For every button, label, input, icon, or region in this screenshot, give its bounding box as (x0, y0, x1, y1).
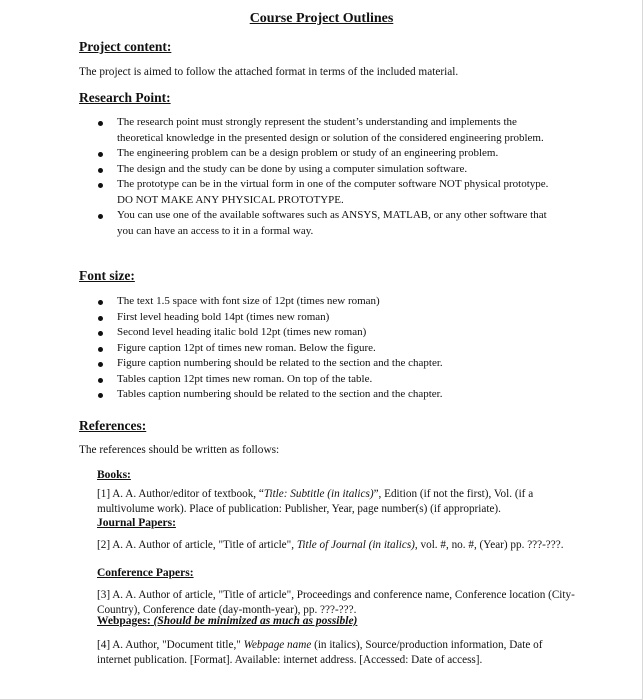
project-content-text: The project is aimed to follow the attached format in terms of the included material. (79, 66, 459, 78)
books-heading: Books: (97, 469, 131, 481)
research-point-heading: Research Point: (79, 90, 171, 105)
webpages-heading (97, 615, 357, 627)
journal-reference-start: [2] A. A. Author of article, "Title of article", (97, 539, 297, 551)
journal-reference (97, 538, 577, 553)
journal-papers-heading: Journal Papers: (97, 517, 176, 529)
conference-reference: [3] A. A. Author of article, "Title of article", Proceedings and conference name, Conference location (City-Country), Conference date (day-month-year), pp. ???-???. (97, 589, 575, 616)
font-size-item: Tables caption 12pt times new roman. On top of the table. (96, 372, 556, 388)
references-intro: The references should be written as follows: (79, 444, 280, 456)
document-title: Course Project Outlines (249, 11, 394, 26)
book-reference (97, 487, 577, 516)
font-size-heading: Font size: (79, 268, 135, 283)
webpage-reference-start: [4] A. Author, "Document title," (97, 639, 244, 651)
book-title-placeholder: Title: Subtitle (in italics) (263, 488, 374, 500)
font-size-item: Tables caption numbering should be related to the section and the chapter. (96, 387, 556, 403)
webpage-name-placeholder: Webpage name (243, 639, 312, 651)
journal-reference-end: , vol. #, no. #, (Year) pp. ???-???. (414, 539, 564, 551)
font-size-list (96, 294, 556, 403)
font-size-item: Second level heading italic bold 12pt (times new roman) (96, 325, 556, 341)
research-point-item: The research point must strongly represent the student’s understanding and implements the theoretical knowledge in the presented design or solution of the considered engineering problem. (96, 115, 556, 146)
font-size-item: Figure caption numbering should be related to the section and the chapter. (96, 356, 556, 372)
font-size-item: Figure caption 12pt of times new roman. Below the figure. (96, 341, 556, 357)
research-point-item: The engineering problem can be a design problem or study of an engineering problem. (96, 146, 556, 162)
journal-title-placeholder: Title of Journal (in italics) (296, 539, 415, 551)
references-heading: References: (79, 418, 147, 433)
research-point-list (96, 115, 556, 239)
font-size-item: First level heading bold 14pt (times new roman) (96, 310, 556, 326)
conference-papers-heading: Conference Papers: (97, 567, 194, 579)
research-point-item: You can use one of the available softwares such as ANSYS, MATLAB, or any other software that you can have an access to it in a formal way. (96, 208, 556, 239)
webpage-reference-end: (in italics), Source/production information, Date of internet publication. [Format]. Available: internet address. [Accessed: Date of access]. (97, 639, 543, 666)
webpages-note: (Should be minimized as much as possible) (153, 615, 358, 627)
research-point-item: The prototype can be in the virtual form in one of the computer software NOT physical prototype. DO NOT MAKE ANY PHYSICAL PROTOTYPE. (96, 177, 556, 208)
book-reference-end: ”, Edition (if not the first), Vol. (if a multivolume work). Place of publication: Publisher, Year, page number(s) (if appropriate). (97, 488, 534, 515)
book-reference-start: [1] A. A. Author/editor of textbook, “ (97, 488, 264, 500)
project-content-heading: Project content: (79, 39, 172, 54)
research-point-item: The design and the study can be done by using a computer simulation software. (96, 162, 556, 178)
font-size-item: The text 1.5 space with font size of 12pt (times new roman) (96, 294, 556, 310)
webpages-label: Webpages: (97, 615, 151, 627)
webpage-reference (97, 638, 577, 667)
